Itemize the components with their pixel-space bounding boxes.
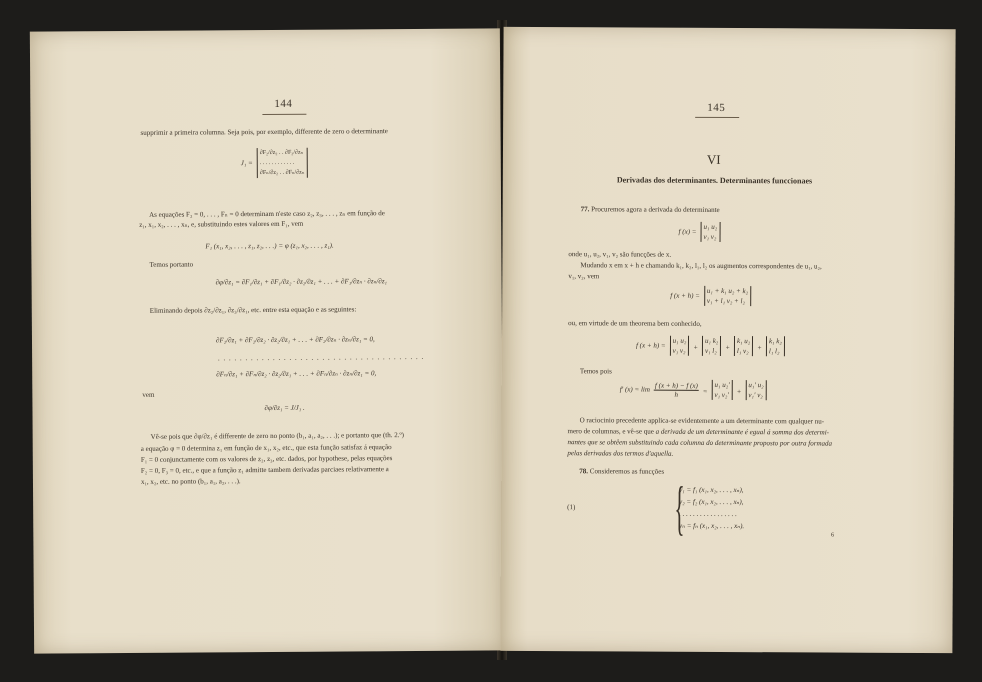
det-cell: ∂Fₙ/∂z₂ <box>259 169 279 177</box>
det-row: l₁ v₂ <box>736 347 749 356</box>
formula: f (x + h) = <box>670 291 700 300</box>
text-line: Temos portanto <box>149 260 194 269</box>
page-number-rule <box>695 117 739 118</box>
paragraph-number: 78. <box>579 467 589 476</box>
text-line: onde u₁, u₂, v₁, v₂ são funcções de x. <box>568 250 672 259</box>
page-number: 145 <box>707 101 726 114</box>
formula: f′ (x) = lim <box>619 385 650 394</box>
system-line: yₙ = fₙ (x₁, x₂, . . . , xₙ). <box>679 521 745 531</box>
text-line: pelas derivadas dos termos d'aquella. <box>567 449 674 458</box>
equation: ∂φ/∂z₁ = ∂F₁/∂z₁ + ∂F₁/∂z₂ · ∂z₂/∂z₁ + . . . + ∂F₁/∂zₙ · ∂zₙ/∂z₁ <box>215 277 388 287</box>
text-line: Eliminando depois ∂z₂/∂z₁, ∂z₃/∂z₁, etc. entre esta equação e as seguintes: <box>149 305 357 315</box>
text-line: As equações F₂ = 0, . . . , Fₙ = 0 determinam n'este caso z₂, z₃, . . . , zₙ em função de <box>149 209 385 219</box>
det-row: v₁ v₂ <box>672 346 686 355</box>
text-line: x₁, x₂, etc. no ponto (b₁, a₁, a₂, . . .). <box>140 477 241 486</box>
determinant <box>711 380 732 400</box>
text-line: Procuremos agora a derivada do determinante <box>591 205 720 214</box>
equation: ∂Fₙ/∂z₁ + ∂Fₙ/∂z₂ · ∂z₂/∂z₁ + . . . + ∂Fₙ/∂zₙ · ∂zₙ/∂z₁ = 0, <box>216 369 377 379</box>
det-row: u₁′ u₂ <box>748 381 764 390</box>
determinant <box>745 380 766 400</box>
system-line: . . . . . . . . . . . . . . . . . <box>679 509 737 519</box>
det-row: u₁ u₂′ <box>714 380 730 390</box>
determinant <box>702 336 721 356</box>
determinant <box>734 336 753 356</box>
text-run: mero de columnas, e vê-se que <box>567 427 656 436</box>
paragraph-number: 77. <box>580 205 590 214</box>
section-number: VI <box>706 151 721 167</box>
text-line <box>567 427 829 437</box>
text-line: Vê-se pois que ∂φ/∂z₁ é differente de zero no ponto (b₁, a₁, a₂, . . .); e portanto que (th. 2.º) <box>150 431 404 441</box>
det-row: k₁ k₂ <box>768 337 782 346</box>
equation-a <box>679 222 721 242</box>
determinant <box>766 336 785 356</box>
det-row: v₁ v₂ <box>703 232 717 241</box>
formula: f (x) = <box>678 227 697 236</box>
det-row: v₁ + l₁ v₂ + l₂ <box>706 296 745 306</box>
formula: f (x + h) = <box>635 341 666 350</box>
det-cell: ∂Fₙ/∂zₙ <box>285 169 305 176</box>
denominator: h <box>674 390 679 399</box>
brace: { <box>674 474 685 541</box>
text-line: a equação φ = 0 determina z₁ em função de x₁, x₂, etc., que esta função satisfaz á equação <box>140 443 392 453</box>
equation-label: (1) <box>567 503 576 512</box>
page-number: 144 <box>274 97 293 110</box>
text-line: v₁, v₂, vem <box>568 272 600 281</box>
text-line: Consideremos as funcções <box>589 467 665 476</box>
equation-d: f′ (x) = lim $\frac{f (x + h) - f (x)}{h}$ = u₁ u₂′ v₁ v₂′ + u₁′ u₂ v₁′ v₂ <box>620 379 767 400</box>
text-line: supprimir a primeira columna. Seja pois, por exemplo, differente de zero o determinante <box>140 127 388 137</box>
text-line: ou, em virtude de um theorema bem conhecido, <box>568 319 702 328</box>
det-row: v₁′ v₂ <box>748 391 763 400</box>
page-number-rule <box>262 114 306 115</box>
equation-c: f (x + h) = u₁ u₂ v₁ v₂ + u₁ k₂ v₁ l₂ + k₁ u₂ l₁ v₂ + k₁ k₂ l₁ l₂ <box>636 336 785 357</box>
text-line: Temos pois <box>579 367 612 376</box>
numerator: f (x + h) − f (x) <box>654 381 698 390</box>
determinant <box>670 336 690 356</box>
determinant: ∂F₂/∂z₂ . . ∂F₂/∂zₙ . . . . . . . . . . . . ∂Fₙ/∂z₂ . . ∂Fₙ/∂zₙ <box>257 148 308 178</box>
det-cell: ∂F₂/∂zₙ <box>284 149 304 156</box>
equation: ∂F₂/∂z₁ + ∂F₂/∂z₂ · ∂z₂/∂z₁ + . . . + ∂F₂/∂zₙ · ∂zₙ/∂z₁ = 0, <box>215 335 375 345</box>
text-line: O raciocinio precedente applica-se evidentemente a um determinante com qualquer nu- <box>579 416 825 426</box>
formula: J₁ = <box>240 159 253 168</box>
system-line: y₁ = f₁ (x₁, x₂, . . . , xₙ), <box>679 485 744 495</box>
det-cell: ∂F₂/∂z₂ <box>259 149 278 157</box>
text-line: nantes que se obtêem substituindo cada columna do determinante proposto por outra formada <box>567 438 833 448</box>
text-line: Mudando x em x + h e chamando k₁, k₂, l₁, l₂ os augmentos correspondentes de u₁, u₂, <box>580 261 822 271</box>
det-row: u₁ k₂ <box>705 336 719 345</box>
text-line: vem <box>142 390 155 399</box>
right-page <box>500 27 955 653</box>
text-line: z₁, x₁, x₂, . . . , xₙ, e, substituindo estes valores em F₁, vem <box>139 219 304 229</box>
det-row: v₁ v₂′ <box>714 390 729 400</box>
determinant <box>700 222 720 242</box>
equation: ∂φ/∂z₁ = J/J₁ . <box>264 403 305 413</box>
determinant-j1 <box>241 148 308 178</box>
determinant <box>704 286 751 306</box>
ellipsis-row: . . . . . . . . . . . . . . . . . . . . . . . . . . . . . . . . . . . . . . <box>218 352 425 363</box>
equation: F₁ (x₁, x₂, . . . , z₁, z₂, . . .) = φ (z₁, x₂, . . . , z₁). <box>205 241 334 251</box>
equation-b <box>670 286 751 306</box>
fraction <box>654 381 699 398</box>
signature-mark: 6 <box>830 532 834 539</box>
text-line: F₁ = 0 conjunctamente com os valores de z₂, z₃, etc. dados, por hypothese, pelas equações <box>140 454 393 464</box>
det-row: u₁ u₂ <box>672 336 687 345</box>
equation-system <box>679 484 744 532</box>
det-row: v₁ l₂ <box>704 346 717 355</box>
system-line: y₂ = f₂ (x₁, x₂, . . . , xₙ), <box>679 497 744 507</box>
text-run-italic: a derivada de um determinante é egual á somma dos determi- <box>655 427 830 437</box>
text-line: F₂ = 0, F₃ = 0, etc., e que a função z₁ admitte tambem derivadas parciaes relativamente a <box>140 465 389 475</box>
left-page <box>30 28 504 653</box>
det-row: l₁ l₂ <box>768 347 780 356</box>
det-row: u₁ + k₁ u₂ + k₂ <box>706 286 749 296</box>
det-row: u₁ u₂ <box>703 222 718 231</box>
section-heading: Derivadas dos determinantes. Determinantes funccionaes <box>616 175 813 186</box>
det-row: k₁ u₂ <box>736 337 751 346</box>
